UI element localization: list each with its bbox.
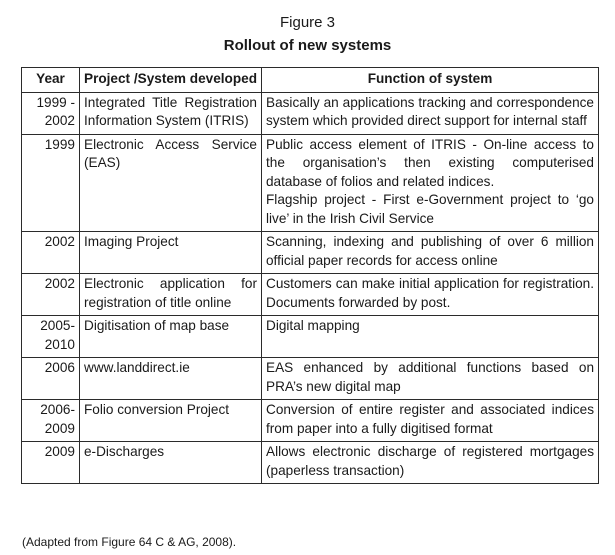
project-cell: Folio conversion Project [80,400,262,442]
figure-label: Figure 3 [279,14,336,31]
project-cell: Digitisation of map base [80,316,262,358]
year-cell: 2002 [22,274,80,316]
year-cell: 2006 [22,358,80,400]
function-cell [262,400,599,442]
rollout-table [21,67,599,484]
table-row [22,358,599,400]
header-function: Function of system [262,68,599,93]
figure-title: Rollout of new systems [223,37,392,54]
function-cell [262,274,599,316]
table-row [22,232,599,274]
function-text: Allows electronic discharge of registered mortgages (paperless transaction) [266,444,594,478]
project-cell: Electronic application for registration of title online [80,274,262,316]
function-text: Conversion of entire register and associated indices from paper into a fully digitised format [266,402,594,436]
function-cell [262,232,599,274]
function-cell [262,316,599,358]
project-cell: e-Discharges [80,442,262,484]
function-text: Digital mapping [266,318,360,333]
table-row [22,92,599,134]
table-row [22,442,599,484]
function-text: Customers can make initial application for registration. Documents forwarded by post. [266,276,594,310]
year-cell: 2005- 2010 [22,316,80,358]
header-year: Year [22,68,80,93]
function-cell [262,92,599,134]
table-row [22,134,599,232]
project-cell: Imaging Project [80,232,262,274]
table-row [22,400,599,442]
year-cell: 1999 - 2002 [22,92,80,134]
year-cell: 2002 [22,232,80,274]
project-cell: www.landdirect.ie [80,358,262,400]
function-text: Basically an applications tracking and correspondence system which provided direct support for internal staff [266,94,594,128]
header-project: Project /System developed [80,68,262,93]
table-row [22,316,599,358]
function-text: Public access element of ITRIS - On-line access to the organisation’s then existing computerised database of folios and related indices. [266,136,594,189]
function-cell [262,134,599,232]
year-cell: 2006- 2009 [22,400,80,442]
table-row [22,274,599,316]
year-cell: 1999 [22,134,80,232]
function-cell [262,358,599,400]
function-text: Scanning, indexing and publishing of over 6 million official paper records for access online [266,234,594,268]
function-cell [262,442,599,484]
table-body [22,92,599,484]
project-cell: Electronic Access Service (EAS) [80,134,262,232]
table-header-row [22,68,599,93]
function-text: EAS enhanced by additional functions based on PRA’s new digital map [266,360,594,394]
project-cell: Integrated Title Registration Information System (ITRIS) [80,92,262,134]
source-footnote: (Adapted from Figure 64 C & AG, 2008). [22,535,237,549]
year-cell: 2009 [22,442,80,484]
function-text: Flagship project - First e-Government project to ‘go live’ in the Irish Civil Service [266,192,594,226]
